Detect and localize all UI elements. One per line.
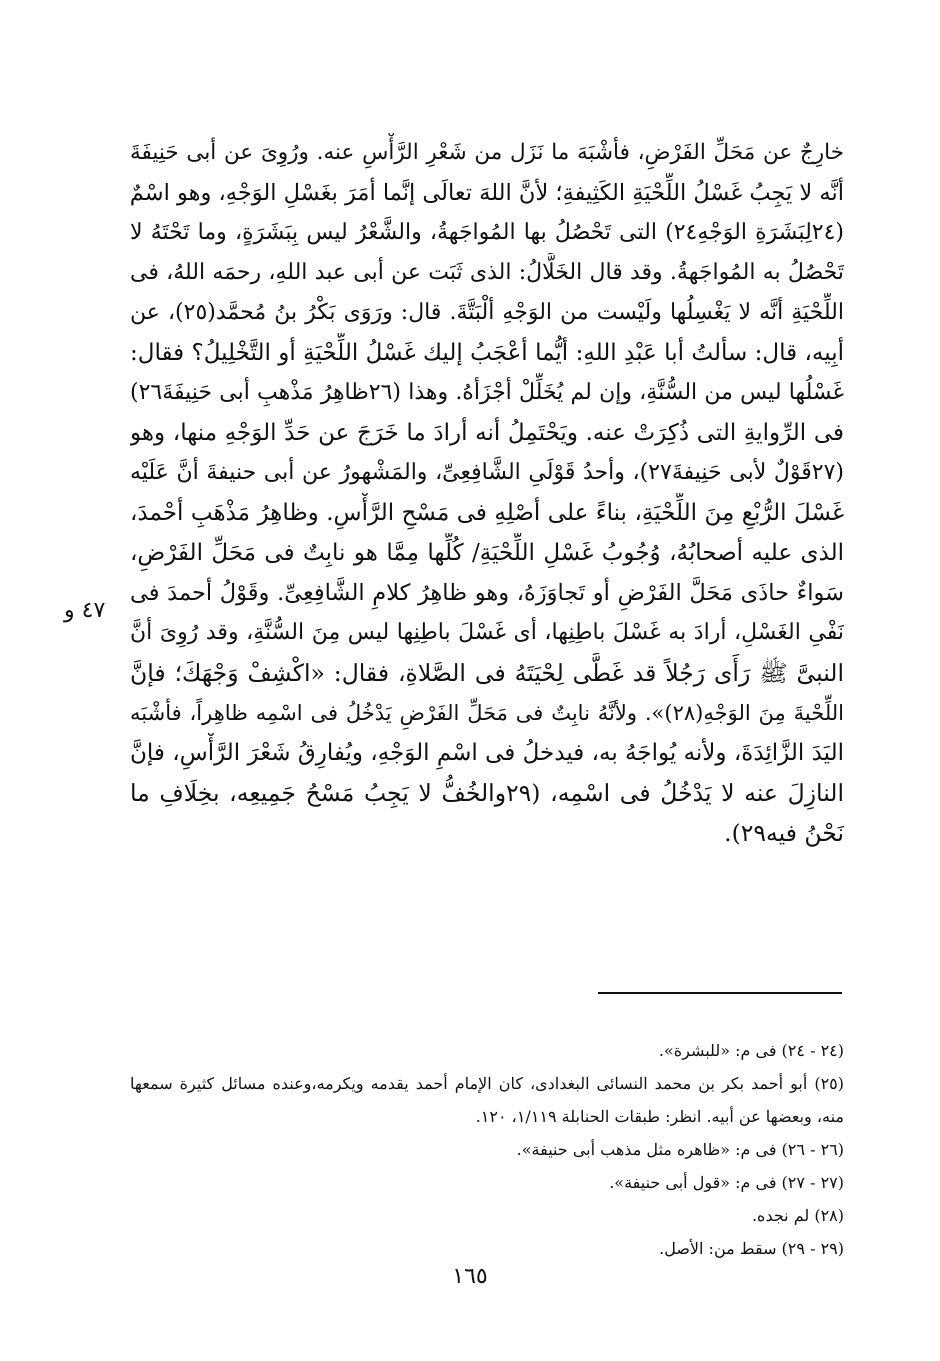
footnote: (٢٥) أبو أحمد بكر بن محمد النسائى البغدادى، كان الإمام أحمد يقدمه ويكرمه،وعنده مسائل كثيرة سمعها: [130, 1074, 844, 1093]
main-text-block: [130, 133, 844, 853]
footnote: (٢٤ - ٢٤) فى م: «للبشرة».: [658, 1041, 844, 1060]
text-line: اللِّحْيَةِ أنَّه لا يَغْسِلُها ولَيْست من الوَجْهِ ألْبَتَّةَ. قال: ورَوَى بَكْرُ بنُ مُحمَّد(٢٥)، عن: [130, 300, 844, 325]
text-line: سَواءٌ حاذَى مَحَلَّ الفَرْضِ أو تَجاوَزَهُ، وهو ظاهِرُ كلامِ الشَّافِعِىِّ. وقَوْلُ أحمدَ فى: [130, 580, 844, 606]
text-line: (٢٤لِبَشَرَةِ الوَجْهِ٢٤) التى تَحْصُلُ بها المُواجَهةُ، والشَّعْرُ ليس بِبَشَرَةٍ، وما تَحْتَهُ لا: [130, 220, 844, 245]
text-line: خارِجٌ عن مَحَلِّ الفَرْضِ، فأشْبَهَ ما نَزَل من شَعْرِ الرَّأْسِ عنه. ورُوِىَ عن أبى حَنِيفَةَ: [130, 140, 844, 165]
text-line: تَحْصُلُ به المُواجَهةُ. وقد قال الخَلَّالُ: الذى ثَبَت عن أبى عبد اللهِ، رحمَه اللهُ، فى: [130, 260, 844, 285]
text-line: غَسْلُها ليس من السُّنَّةِ، وإن لم يُخَلِّلْ أجْزَأهُ. وهذا (٢٦ظاهِرُ مَذْهبِ أبى حَنِيفَةَ٢٦): [130, 380, 844, 405]
text-line: النبىَّ ﷺ رَأَى رَجُلاً قد غَطَّى لِحْيَتَهُ فى الصَّلاةِ، فقال: «اكْشِفْ وَجْهَكَ؛ فإنَّ: [130, 659, 844, 687]
text-line: نَحْنُ فيه٢٩).: [724, 819, 844, 847]
text-line: (٢٧قَوْلٌ لأبى حَنِيفةَ٢٧)، وأحدُ قَوْلَىِ الشَّافِعِىِّ، والمَشْهورُ عن أبى حنيفةَ أنَّ عَلَيْه: [130, 460, 844, 485]
text-line: النازِلَ عنه لا يَدْخُلُ فى اسْمِه، (٢٩والخُفُّ لا يَجِبُ مَسْحُ جَمِيعِه، بخِلَافِ ما: [130, 779, 844, 807]
text-line: اليَدَ الزَّائِدَةَ، ولأنه يُواجَهُ به، فيدخلُ فى اسْمِ الوَجْهِ، ويُفارِقُ شَعْرَ الرَّأْسِ، فإنَّ: [130, 740, 844, 766]
text-line: فى الرِّوايةِ التى ذُكِرَتْ عنه. ويَحْتَمِلُ أنه أرادَ ما خَرَجَ عن حَدِّ الوَجْهِ منها، وهو: [130, 420, 844, 446]
text-line: نَفْىِ الغَسْلِ، أرادَ به غَسْلَ باطِنِها، أى غَسْلَ باطِنِها ليس مِنَ السُّنَّةِ، وقد رُوِىَ أنَّ: [130, 620, 844, 645]
text-line: اللِّحْيةَ مِنَ الوَجْهِ(٢٨)». ولأنَّهُ نابِتٌ فى مَحَلِّ الفَرْضِ يَدْخُلُ فى اسْمِه ظاهِراً، فأشْبَه: [130, 701, 844, 725]
footnote: (٢٩ - ٢٩) سقط من: الأصل.: [659, 1239, 844, 1258]
footnote-continuation: منه، وبعضها عن أبيه. انظر: طبقات الحنابلة ١/١١٩، ١٢٠.: [475, 1107, 844, 1126]
footnote-divider: [598, 992, 842, 994]
text-line: الذى عليه أصحابُهُ، وُجُوبُ غَسْلِ اللِّحْيَةِ/ كُلِّها مِمَّا هو نابِتٌ فى مَحَلِّ الفَرْضِ،: [130, 540, 844, 566]
page-number: ١٦٥: [452, 1264, 488, 1289]
margin-folio-note: ٤٧ و: [64, 598, 106, 623]
footnote: (٢٨) لم نجده.: [751, 1206, 844, 1225]
footnote: (٢٧ - ٢٧) فى م: «قول أبى حنيفة».: [609, 1173, 844, 1192]
text-line: أبِيه، قال: سألتُ أبا عَبْدِ اللهِ: أيُّما أعْجَبُ إليك غَسْلُ اللِّحْيَةِ أو التَّخْلِيلُ؟ فقال:: [130, 340, 844, 366]
text-line: أنَّه لا يَجِبُ غَسْلُ اللِّحْيَةِ الكَثِيفةِ؛ لأنَّ اللهَ تعالَى إنَّما أمَرَ بغَسْلِ الوَجْهِ، وهو اسْمٌ: [130, 180, 844, 206]
footnotes-block: [130, 1034, 844, 1265]
text-line: غَسْلَ الرُّبْعِ مِنَ اللِّحْيَةِ، بناءً على أصْلِهِ فى مَسْحِ الرَّأْسِ. وظاهِرُ مَذْهَبِ أحْمدَ،: [130, 500, 844, 526]
footnote: (٢٦ - ٢٦) فى م: «ظاهره مثل مذهب أبى حنيفة».: [516, 1140, 844, 1159]
